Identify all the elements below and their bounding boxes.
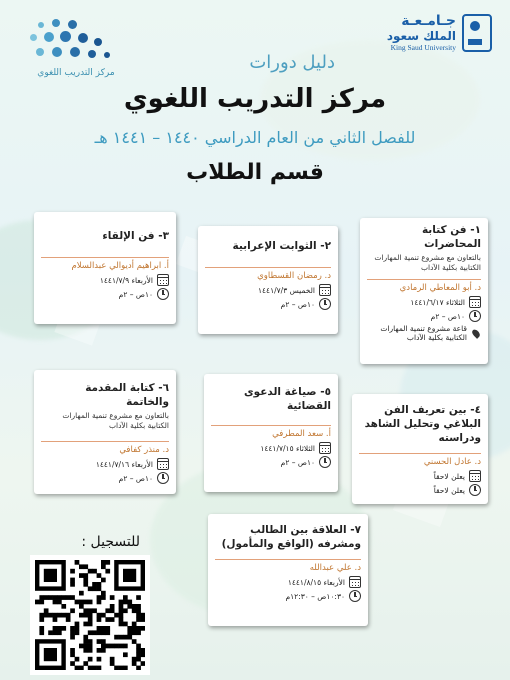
- course-time: ١٠ص – ٢م: [118, 473, 153, 483]
- course-date: الأربعاء ١٤٤١/٧/٩: [99, 275, 153, 285]
- course-instructor: د. رمضان القسطاوي: [257, 271, 331, 281]
- university-logo: [387, 14, 492, 52]
- course-title: ١- فن كتابة المحاضرات: [421, 224, 481, 250]
- divider: [359, 453, 481, 454]
- divider: [205, 267, 331, 268]
- logo-dot: [94, 38, 102, 46]
- course-date: يعلن لاحقاً: [433, 471, 465, 481]
- course-instructor: د. عادل الحسني: [423, 457, 481, 467]
- university-name: [387, 14, 456, 52]
- course-time-row: [41, 472, 169, 484]
- course-date-row: [205, 284, 331, 296]
- divider: [41, 441, 169, 442]
- course-instructor: د. علي عبدالله: [309, 563, 361, 573]
- location-pin-icon: [471, 328, 482, 339]
- divider: [367, 279, 481, 280]
- calendar-icon: [157, 274, 169, 286]
- course-date-row: [359, 470, 481, 482]
- logo-dot: [30, 34, 37, 41]
- qr-code-icon: [35, 560, 145, 670]
- calendar-icon: [319, 284, 331, 296]
- course-subtitle: بالتعاون مع مشروع تنمية المهارات الكتابية بكلية الآداب: [374, 253, 481, 272]
- course-instructor: أ. سعد المطرفي: [272, 429, 331, 439]
- clock-icon: [469, 484, 481, 496]
- course-date: الأربعاء ١٤٤١/٧/١٦: [95, 459, 153, 469]
- logo-dot: [68, 20, 77, 29]
- course-title: ٦- كتابة المقدمة والخاتمة: [85, 382, 169, 408]
- calendar-icon: [349, 576, 361, 588]
- logo-dot: [38, 22, 44, 28]
- course-instructor: د. أبو المعاطي الرمادي: [399, 283, 481, 293]
- calendar-icon: [469, 470, 481, 482]
- course-date: الثلاثاء ١٤٤١/٧/١٥: [260, 443, 315, 453]
- course-time-row: [41, 288, 169, 300]
- semester-line: للفصل الثاني من العام الدراسي ١٤٤٠ – ١٤٤١ هـ: [94, 128, 416, 147]
- guide-label: [0, 52, 475, 73]
- course-time-row: [367, 310, 481, 322]
- course-time: ١٠ص – ٢م: [280, 457, 315, 467]
- clock-icon: [349, 590, 361, 602]
- course-card-4: [352, 394, 488, 504]
- course-time: يعلن لاحقاً: [433, 485, 465, 495]
- calendar-icon: [319, 442, 331, 454]
- register-label: للتسجيل :: [81, 534, 140, 550]
- course-title: ٥- صياغة الدعوى القضائية: [244, 386, 331, 412]
- course-card-1: [360, 218, 488, 364]
- calendar-icon: [469, 296, 481, 308]
- course-subtitle: بالتعاون مع مشروع تنمية المهارات الكتابية بكلية الآداب: [62, 411, 169, 430]
- course-instructor: د. منذر كفافي: [119, 445, 169, 455]
- course-time-row: [205, 298, 331, 310]
- course-title: ٧- العلاقة بين الطالب ومشرفه (الواقع والمأمول): [221, 524, 361, 550]
- course-time: ١٠ص – ٢م: [118, 289, 153, 299]
- course-title: ٢- الثوابت الإعرابية: [232, 240, 331, 252]
- university-name-line1: جـامـعـة: [401, 13, 456, 29]
- course-time: ١٠ص – ٢م: [430, 311, 465, 321]
- university-name-english: King Saud University: [390, 43, 456, 52]
- logo-dot: [78, 33, 88, 43]
- course-location-row: [367, 324, 481, 342]
- course-date: الثلاثاء ١٤٤١/٦/١٧: [410, 297, 465, 307]
- course-time: ١٠:٣٠ص – ١٢:٣٠م: [285, 591, 345, 601]
- course-time-row: [215, 590, 361, 602]
- training-center-logo: [14, 16, 124, 86]
- logo-dot: [44, 32, 54, 42]
- university-seal-icon: [462, 14, 492, 52]
- course-card-6: [34, 370, 176, 494]
- course-card-3: [34, 212, 176, 324]
- center-title: مركز التدريب اللغوي: [123, 84, 387, 114]
- course-date: الأربعاء ١٤٤١/٨/١٥: [287, 577, 345, 587]
- divider: [211, 425, 331, 426]
- clock-icon: [469, 310, 481, 322]
- course-card-5: [204, 374, 338, 492]
- course-title: ٣- فن الإلقاء: [102, 230, 169, 242]
- clock-icon: [157, 288, 169, 300]
- course-date: الخميس ١٤٤١/٧/٣: [258, 285, 315, 295]
- course-date-row: [211, 442, 331, 454]
- clock-icon: [319, 456, 331, 468]
- course-location: قاعة مشروع تنمية المهارات الكتابية بكلية الآداب: [380, 324, 467, 342]
- course-instructor: أ. ابراهيم أديوالي عبدالسلام: [71, 261, 169, 271]
- clock-icon: [157, 472, 169, 484]
- clock-icon: [319, 298, 331, 310]
- course-time-row: [211, 456, 331, 468]
- registration-qr-code[interactable]: [30, 555, 150, 675]
- logo-dot: [60, 31, 71, 42]
- department-title: قسم الطلاب: [186, 160, 324, 185]
- guide-label-text: دليل دورات: [249, 52, 335, 73]
- course-time: ١٠ص – ٢م: [280, 299, 315, 309]
- university-name-line2: الملك سعود: [386, 29, 456, 43]
- center-logo-text: مركز التدريب اللغوي: [37, 68, 115, 78]
- course-date-row: [41, 274, 169, 286]
- course-date-row: [215, 576, 361, 588]
- course-title: ٤- بين تعريف الفن البلاغي وتحليل الشاهد ودراسته: [364, 404, 481, 444]
- divider: [215, 559, 361, 560]
- divider: [41, 257, 169, 258]
- course-time-row: [359, 484, 481, 496]
- calendar-icon: [157, 458, 169, 470]
- course-card-7: [208, 514, 368, 626]
- course-date-row: [41, 458, 169, 470]
- logo-dot: [52, 19, 60, 27]
- course-date-row: [367, 296, 481, 308]
- course-card-2: [198, 226, 338, 334]
